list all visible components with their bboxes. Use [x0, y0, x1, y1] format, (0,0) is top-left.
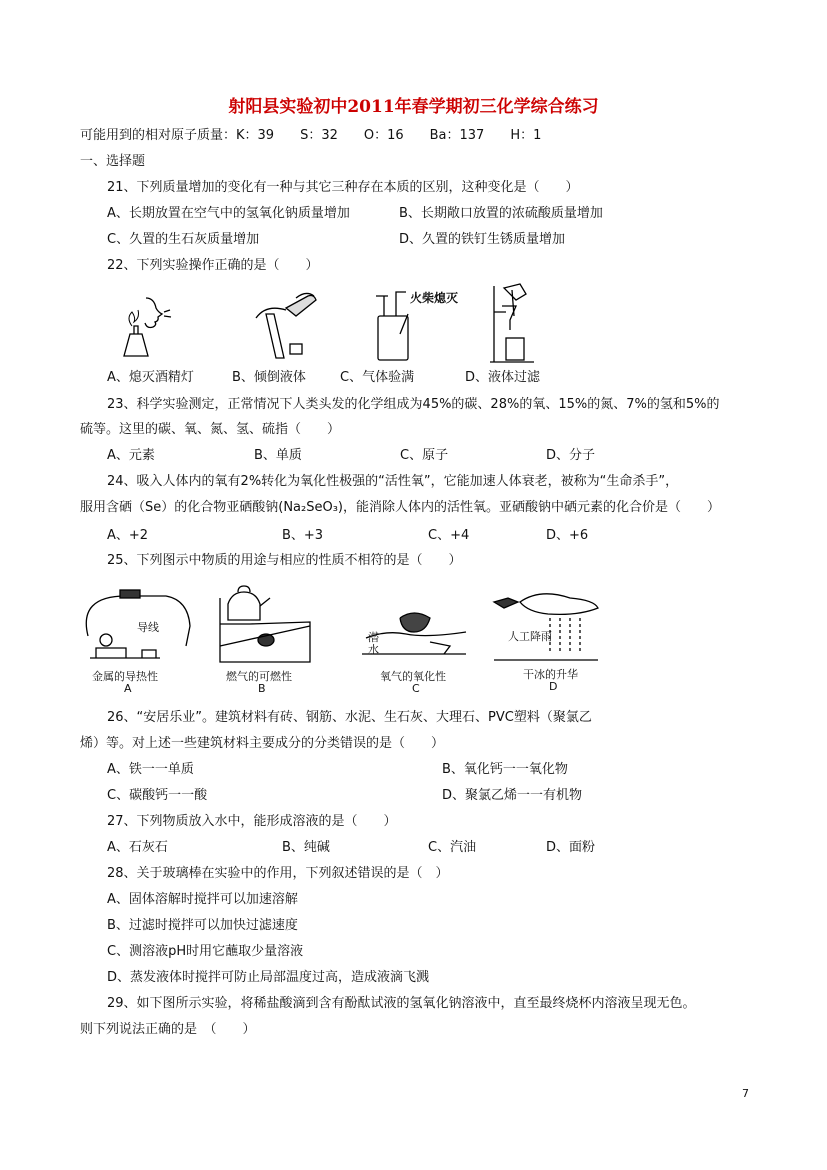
q22-option-c: C、气体验满: [340, 370, 415, 385]
q22-option-b: B、倾倒液体: [232, 370, 306, 385]
q25-figure-a-label: 导线: [137, 621, 159, 634]
q29-stem-line2: 则下列说法正确的是 （ ）: [80, 1022, 256, 1037]
q25-figure-d-label: 人工降雨: [508, 630, 552, 643]
q25-figure-d-letter: D: [549, 680, 558, 693]
q22-stem: 22、下列实验操作正确的是（ ）: [107, 258, 319, 273]
q22-figure-d: [484, 282, 538, 364]
q27-stem: 27、下列物质放入水中，能形成溶液的是（ ）: [107, 814, 397, 829]
q25-figure-a-caption: 金属的导热性: [92, 670, 158, 683]
q25-figure-b-letter: B: [258, 682, 266, 695]
q23-option-a: A、元素: [107, 448, 155, 463]
q25-figure-b-caption: 燃气的可燃性: [226, 670, 292, 683]
page-title: 射阳县实验初中2011年春学期初三化学综合练习: [228, 97, 599, 117]
q27-option-c: C、汽油: [428, 840, 477, 855]
q25-figure-d-caption: 干冰的升华: [523, 668, 578, 681]
q25-figure-b: [212, 584, 312, 664]
q24-option-b: B、+3: [282, 528, 324, 543]
q22-figure-c-label: 火柴熄灭: [410, 291, 459, 305]
page-number: 7: [742, 1087, 749, 1100]
q28-stem: 28、关于玻璃棒在实验中的作用，下列叙述错误的是（ ）: [107, 866, 449, 881]
q24-stem-line2: 服用含硒（Se）的化合物亚硒酸钠(Na₂SeO₃)，能消除人体内的活性氧。亚硒酸钠中硒元素的化合价是（ ）: [80, 500, 720, 515]
q23-option-b: B、单质: [254, 448, 302, 463]
q24-stem-line1: 24、吸入人体内的氧有2%转化为氧化性极强的“活性氧”，它能加速人体衰老，被称为“生命杀手”，: [107, 474, 679, 489]
q27-option-d: D、面粉: [546, 840, 596, 855]
q26-stem-line1: 26、“安居乐业”。建筑材料有砖、钢筋、水泥、生石灰、大理石、PVC塑料（聚氯乙: [107, 710, 592, 725]
q28-option-a: A、固体溶解时搅拌可以加速溶解: [107, 892, 298, 907]
q25-figure-a-letter: A: [124, 682, 132, 695]
q27-option-a: A、石灰石: [107, 840, 168, 855]
q25-figure-c-letter: C: [412, 682, 420, 695]
q21-stem: 21、下列质量增加的变化有一种与其它三种存在本质的区别，这种变化是（ ）: [107, 180, 579, 195]
q21-option-d: D、久置的铁钉生锈质量增加: [399, 232, 566, 247]
section-heading: 一、选择题: [80, 154, 146, 169]
q24-option-a: A、+2: [107, 528, 149, 543]
q28-option-d: D、蒸发液体时搅拌可防止局部温度过高，造成液滴飞溅: [107, 970, 430, 985]
q26-stem-line2: 烯）等。对上述一些建筑材料主要成分的分类错误的是（ ）: [80, 736, 445, 751]
q28-option-b: B、过滤时搅拌可以加快过滤速度: [107, 918, 298, 933]
atomic-masses: 可能用到的相对原子质量：K：39 S：32 O：16 Ba：137 H：1: [80, 128, 542, 143]
q25-stem: 25、下列图示中物质的用途与相应的性质不相符的是（ ）: [107, 553, 462, 568]
q22-option-a: A、熄灭酒精灯: [107, 370, 194, 385]
q25-figure-a: [76, 584, 196, 664]
q24-option-c: C、+4: [428, 528, 470, 543]
q28-option-c: C、测溶液pH时用它蘸取少量溶液: [107, 944, 304, 959]
q21-option-a: A、长期放置在空气中的氢氧化钠质量增加: [107, 206, 350, 221]
q27-option-b: B、纯碱: [282, 840, 330, 855]
q22-figure-a: [112, 290, 172, 362]
q29-stem-line1: 29、如下图所示实验，将稀盐酸滴到含有酚酞试液的氢氧化钠溶液中，直至最终烧杯内溶液呈现无色。: [107, 996, 696, 1011]
q24-option-d: D、+6: [546, 528, 589, 543]
q22-option-d: D、液体过滤: [465, 370, 541, 385]
q22-figure-b: [236, 288, 326, 364]
q23-stem-line1: 23、科学实验测定，正常情况下人类头发的化学组成为45%的碳、28%的氧、15%的氮、7%的氢和5%的: [107, 397, 720, 412]
q25-figure-d: [490, 588, 600, 664]
q23-option-d: D、分子: [546, 448, 596, 463]
q26-option-a: A、铁一一单质: [107, 762, 194, 777]
q21-option-c: C、久置的生石灰质量增加: [107, 232, 260, 247]
q23-option-c: C、原子: [400, 448, 449, 463]
q25-figure-c-caption: 氧气的氧化性: [380, 670, 446, 683]
q21-option-b: B、长期敞口放置的浓硫酸质量增加: [399, 206, 603, 221]
q26-option-d: D、聚氯乙烯一一有机物: [442, 788, 583, 803]
q23-stem-line2: 硫等。这里的碳、氧、氮、氢、硫指（ ）: [80, 422, 341, 437]
q25-figure-c-label: 潜水: [368, 631, 379, 656]
q26-option-b: B、氧化钙一一氧化物: [442, 762, 568, 777]
q26-option-c: C、碳酸钙一一酸: [107, 788, 208, 803]
